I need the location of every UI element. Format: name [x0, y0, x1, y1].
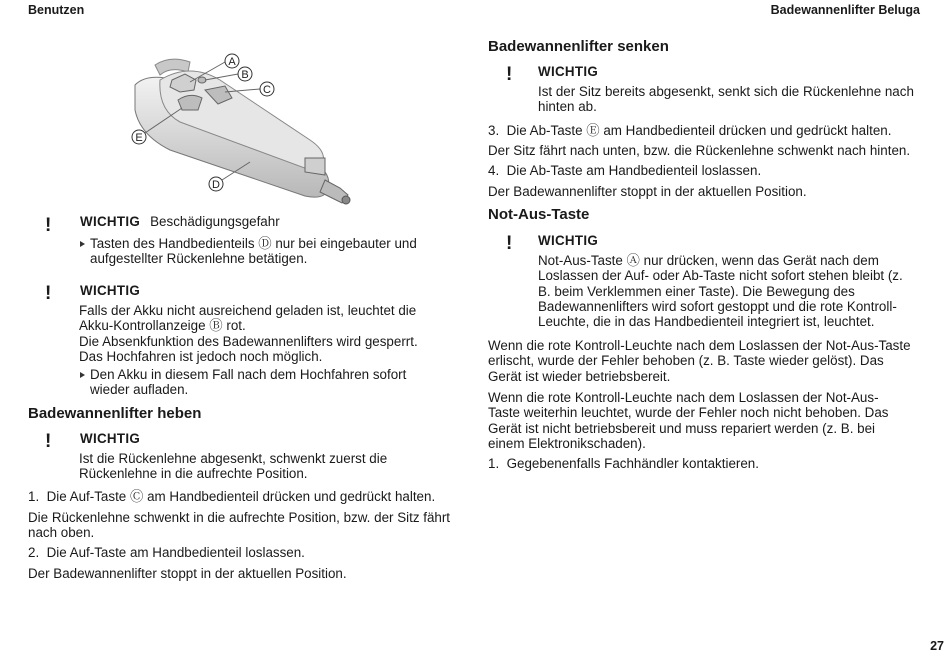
- warning-bullet: Tasten des Handbedienteils Ⓓ nur bei eingebauter und aufgestellter Rückenlehne betätigen.: [79, 236, 439, 267]
- warning-title: WICHTIG: [80, 431, 141, 446]
- section-heading: Not-Aus-Taste: [488, 206, 590, 223]
- step: 3. Die Ab-Taste Ⓔ am Handbedienteil drücken und gedrückt halten.: [488, 123, 892, 138]
- warning-title: WICHTIG: [538, 64, 599, 79]
- warning-icon: !: [45, 431, 52, 452]
- warning-text: Falls der Akku nicht ausreichend geladen ist, leuchtet die Akku-Kontrollanzeige Ⓑ rot.: [79, 303, 417, 334]
- warning-text: Das Hochfahren ist jedoch noch möglich.: [79, 348, 323, 364]
- warning-text: Ist die Rückenlehne abgesenkt, schwenkt zuerst die Rückenlehne in die aufrechte Position.: [79, 451, 388, 482]
- warning-title: WICHTIG: [80, 283, 141, 298]
- callout-c: C: [263, 84, 271, 96]
- paragraph: Der Sitz fährt nach unten, bzw. die Rückenlehne schwenkt nach hinten.: [488, 143, 911, 158]
- header-section: Benutzen: [28, 3, 85, 17]
- callout-d: D: [212, 179, 220, 191]
- paragraph: Der Badewannenlifter stoppt in der aktuellen Position.: [488, 184, 807, 199]
- paragraph: Der Badewannenlifter stoppt in der aktuellen Position.: [28, 566, 347, 581]
- step: 2. Die Auf-Taste am Handbedienteil loslassen.: [28, 545, 305, 560]
- callout-e: E: [135, 132, 143, 144]
- warning-title: WICHTIG: [538, 233, 599, 248]
- section-heading: Badewannenlifter heben: [28, 405, 202, 422]
- paragraph: Wenn die rote Kontroll-Leuchte nach dem Loslassen der Not-Aus-Taste erlischt, wurde der Fehler behoben (z. B. Taste wieder gelöst). Das Gerät ist wieder betriebsbereit.: [488, 338, 911, 384]
- step: 1. Die Auf-Taste Ⓒ am Handbedienteil drücken und gedrückt halten.: [28, 489, 436, 504]
- paragraph: Wenn die rote Kontroll-Leuchte nach dem Loslassen der Not-Aus-Taste weiterhin leuchtet, wurde der Fehler noch nicht behoben. Das Gerät ist nicht betriebsbereit und muss repariert werden (z. B. bei einem Elektronikschaden).: [488, 390, 889, 451]
- step: 1. Gegebenenfalls Fachhändler kontaktieren.: [488, 456, 759, 471]
- warning-icon: !: [45, 215, 52, 236]
- callout-a: A: [228, 56, 236, 68]
- header-title: Badewannenlifter Beluga: [770, 3, 920, 17]
- warning-text: Not-Aus-Taste Ⓐ nur drücken, wenn das Gerät nach dem Loslassen der Auf- oder Ab-Taste nicht sofort stehen bleibt (z. B. beim Verklemmen einer Taste). Die Bewegung des Badewannenlifters wird sofort gestoppt und die rote Kontroll-Leuchte, die in das Handbedienteil integriert ist, leuchtet.: [538, 253, 903, 330]
- warning-text: Ist der Sitz bereits abgesenkt, senkt sich die Rückenlehne nach hinten ab.: [538, 84, 914, 115]
- warning-bullet: Den Akku in diesem Fall nach dem Hochfahren sofort wieder aufladen.: [79, 367, 430, 398]
- warning-title: WICHTIG Beschädigungsgefahr: [80, 214, 280, 229]
- hand-control-illustration: [110, 40, 360, 220]
- warning-icon: !: [506, 64, 513, 85]
- warning-text: Die Absenkfunktion des Badewannenlifters wird gesperrt.: [79, 333, 418, 349]
- paragraph: Die Rückenlehne schwenkt in die aufrechte Position, bzw. der Sitz fährt nach oben.: [28, 510, 451, 541]
- section-heading: Badewannenlifter senken: [488, 38, 669, 55]
- callout-b: B: [241, 69, 249, 81]
- page-number: 27: [930, 639, 944, 653]
- step: 4. Die Ab-Taste am Handbedienteil loslassen.: [488, 163, 762, 178]
- warning-icon: !: [506, 233, 513, 254]
- warning-icon: !: [45, 283, 52, 304]
